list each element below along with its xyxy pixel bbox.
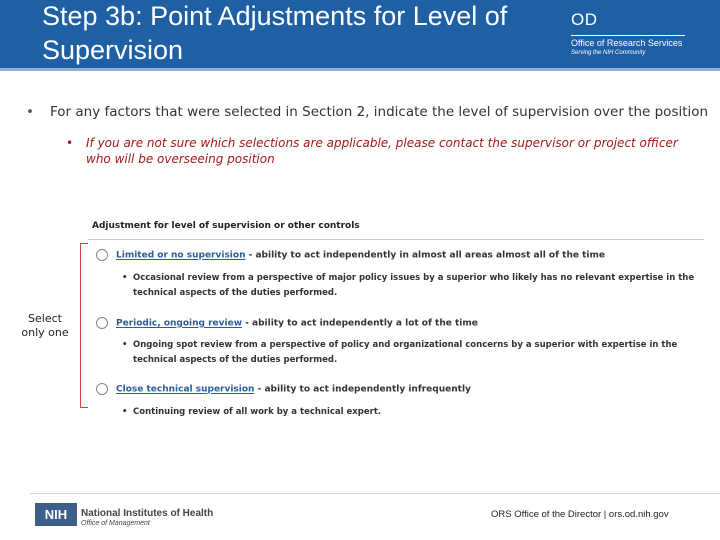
option-detail: [122, 405, 702, 420]
od-logo-mark: OD: [571, 10, 598, 29]
radio-button[interactable]: [96, 383, 108, 395]
bullet-dot: •: [66, 136, 74, 150]
footer-divider: [30, 493, 720, 494]
form-divider: [88, 239, 704, 240]
option-detail: [122, 271, 702, 301]
od-logo: [571, 10, 685, 57]
option-desc: - ability to act independently in almost all areas almost all of the time: [245, 250, 605, 261]
option-link[interactable]: Periodic, ongoing review: [116, 318, 243, 329]
option-periodic-review[interactable]: [96, 317, 478, 329]
radio-button[interactable]: [96, 249, 108, 261]
option-desc: - ability to act independently a lot of the time: [242, 318, 478, 329]
option-detail-text: Occasional review from a perspective of major policy issues by a superior who likely has no relevant expertise in the technical aspects of the duties performed.: [133, 273, 695, 298]
selection-bracket: [80, 243, 88, 408]
bullet-dot: •: [122, 407, 128, 417]
bullet-dot: •: [122, 340, 128, 350]
option-link[interactable]: Limited or no supervision: [116, 250, 246, 261]
nih-logo: NIH: [35, 503, 77, 526]
option-desc: - ability to act independently infrequently: [254, 384, 471, 395]
bullet-dot: •: [122, 273, 128, 283]
option-detail-text: Ongoing spot review from a perspective of policy and organizational concerns by a superior with expertise in the technical aspects of the duties performed.: [133, 340, 678, 365]
sub-bullet: [66, 135, 686, 167]
main-bullet-text: For any factors that were selected in Section 2, indicate the level of supervision over the position: [50, 104, 709, 120]
od-logo-tagline: Serving the NIH Community: [571, 50, 646, 56]
nih-office: Office of Management: [81, 520, 150, 527]
select-only-one-note: Select only one: [21, 312, 69, 339]
form-title: Adjustment for level of supervision or other controls: [92, 221, 360, 231]
header-divider: [0, 68, 720, 71]
option-detail-text: Continuing review of all work by a technical expert.: [133, 407, 382, 417]
nih-name: National Institutes of Health: [81, 508, 214, 519]
footer-text: ORS Office of the Director | ors.od.nih.gov: [491, 509, 669, 520]
supervision-form: [88, 213, 704, 428]
radio-button[interactable]: [96, 317, 108, 329]
option-detail: [122, 338, 702, 368]
option-close-supervision[interactable]: [96, 383, 471, 395]
sub-bullet-text: If you are not sure which selections are applicable, please contact the supervisor or project officer who will be overseeing position: [86, 136, 678, 166]
option-limited-supervision[interactable]: [96, 249, 605, 261]
od-logo-name: Office of Research Services: [571, 38, 683, 48]
slide-title: Step 3b: Point Adjustments for Level of Supervision: [42, 1, 508, 65]
option-link[interactable]: Close technical supervision: [116, 384, 255, 395]
bullet-dot: •: [26, 104, 34, 120]
od-logo-rule: [571, 35, 685, 36]
